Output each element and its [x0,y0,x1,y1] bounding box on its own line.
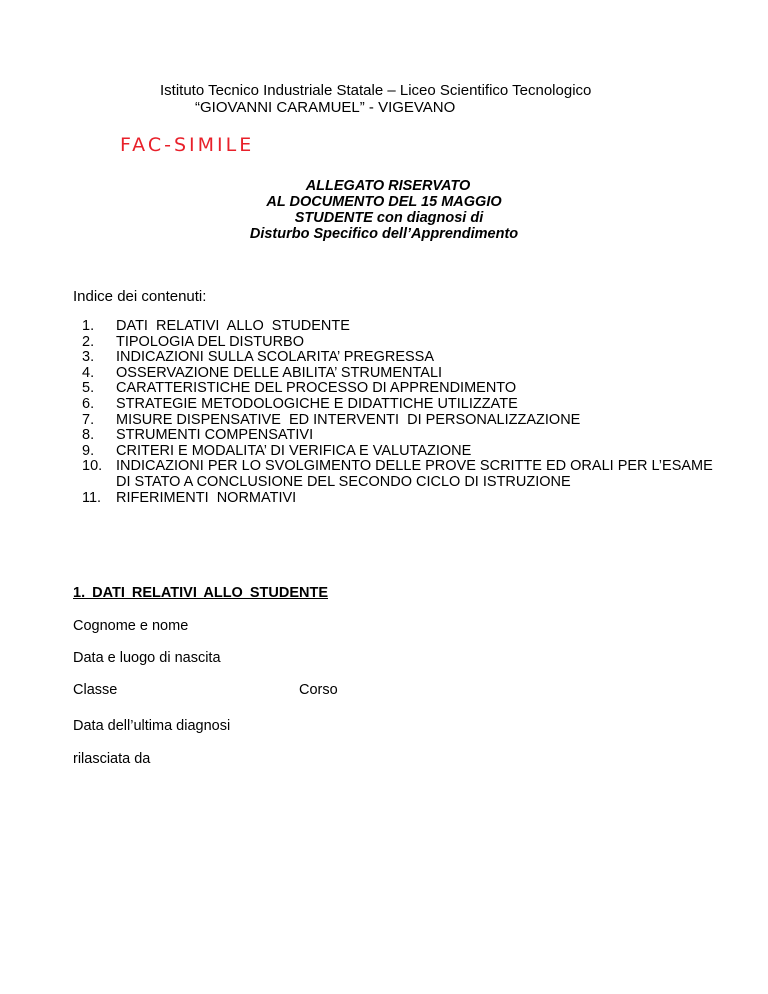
facsimile-stamp: FAC-SIMILE [120,134,255,156]
toc-item-text: CARATTERISTICHE DEL PROCESSO DI APPRENDIMENTO [116,380,517,397]
title-line-4: Disturbo Specifico dell’Apprendimento [249,226,519,242]
title-line-3: STUDENTE con diagnosi di [294,210,484,226]
toc-item-number: 6. [82,395,95,412]
toc-item [82,444,722,460]
field-label-cognome: Cognome e nome [73,618,189,634]
toc-item-text: DATI RELATIVI ALLO STUDENTE [116,318,350,334]
toc-item [82,335,722,351]
toc-item-number: 10. [82,458,103,475]
title-line-1: ALLEGATO RISERVATO [305,178,471,194]
field-label-classe: Classe [73,682,118,698]
toc-item-number: 5. [82,380,95,397]
toc-item-text: RIFERIMENTI NORMATIVI [116,489,297,506]
toc-item [82,381,722,397]
toc-item-text: INDICAZIONI SULLA SCOLARITA’ PREGRESSA [116,349,435,366]
toc-item-text: STRUMENTI COMPENSATIVI [116,427,314,444]
toc-item-number: 3. [82,349,95,366]
toc-item [82,366,722,382]
document-title-block [0,178,768,242]
field-label-rilasciata: rilasciata da [73,751,151,767]
toc-item-text: MISURE DISPENSATIVE ED INTERVENTI DI PERSONALIZZAZIONE [116,411,581,428]
title-line-2: AL DOCUMENTO DEL 15 MAGGIO [266,194,502,210]
toc-item [82,397,722,413]
toc-item-number: 7. [82,411,95,428]
toc-item-number: 8. [82,427,95,444]
toc-item-number: 11. [82,489,102,506]
section-1-heading: 1. DATI RELATIVI ALLO STUDENTE [73,585,329,601]
toc-item-number: 4. [82,364,95,381]
toc-item-text: TIPOLOGIA DEL DISTURBO [116,333,305,350]
institute-name: Istituto Tecnico Industriale Statale – Liceo Scientifico Tecnologico [160,82,592,99]
toc-item-number: 9. [82,442,95,459]
toc-item-text: OSSERVAZIONE DELLE ABILITA’ STRUMENTALI [116,364,443,381]
toc-item [82,350,722,366]
institute-location: “GIOVANNI CARAMUEL” - VIGEVANO [195,99,456,116]
toc-item [82,413,722,429]
index-heading: Indice dei contenuti: [73,288,207,305]
toc-item [82,319,722,335]
toc-item [82,428,722,444]
field-label-ultima-diagnosi: Data dell’ultima diagnosi [73,718,231,734]
field-label-corso: Corso [299,682,338,698]
toc-item [82,491,722,507]
toc-item-text: CRITERI E MODALITA’ DI VERIFICA E VALUTAZIONE [116,442,472,459]
table-of-contents [82,319,722,506]
toc-item-text: STRATEGIE METODOLOGICHE E DIDATTICHE UTILIZZATE [116,395,518,412]
toc-item-number: 2. [82,333,95,350]
toc-item [82,459,722,490]
toc-item-number: 1. [82,318,95,334]
field-label-data-nascita: Data e luogo di nascita [73,650,221,666]
toc-item-text: INDICAZIONI PER LO SVOLGIMENTO DELLE PROVE SCRITTE ED ORALI PER L’ESAME DI STATO A CONCLUSIONE DEL SECONDO CICLO DI ISTRUZIONE [116,458,717,490]
